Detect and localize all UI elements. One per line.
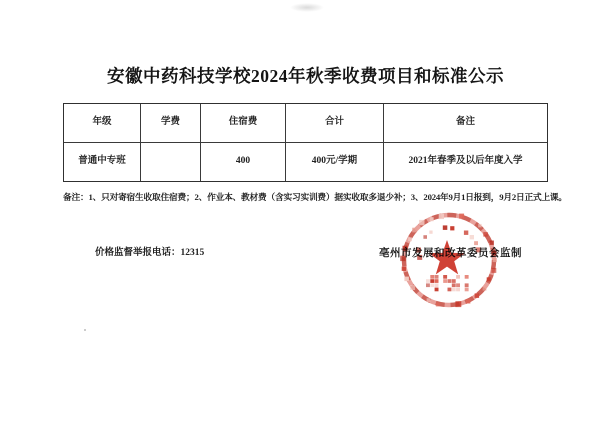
- page-title: 安徽中药科技学校2024年秋季收费项目和标准公示: [107, 66, 504, 86]
- scan-speck: [84, 329, 86, 331]
- issuer-text: 亳州市发展和改革委员会监制: [379, 248, 522, 259]
- scan-smudge-artifact: [290, 3, 324, 12]
- table-header-row: [64, 104, 547, 143]
- header-cell-tuition: 学费: [141, 104, 201, 142]
- cell-remarks: 2021年春季及以后年度入学: [408, 156, 523, 167]
- cell-tuition: [141, 143, 201, 181]
- hotline-text: 价格监督举报电话：12315: [95, 248, 205, 258]
- cell-total: 400元/学期: [286, 143, 384, 181]
- header-cell-grade: 年级: [64, 104, 141, 142]
- header-cell-remarks: 备注: [455, 117, 475, 128]
- fees-table: [63, 103, 548, 182]
- cell-lodging: 400: [201, 143, 286, 181]
- cell-grade: 普通中专班: [64, 143, 141, 181]
- header-cell-lodging: 住宿费: [201, 104, 286, 142]
- official-seal-stamp: [398, 211, 500, 311]
- table-row: [64, 143, 547, 181]
- header-cell-total: 合计: [286, 104, 384, 142]
- notes-line: 备注：1、只对寄宿生收取住宿费；2、作业本、教材费（含实习实训费）据实收取多退少补；3、2024年9月1日报到，9月2日正式上课。: [63, 192, 567, 202]
